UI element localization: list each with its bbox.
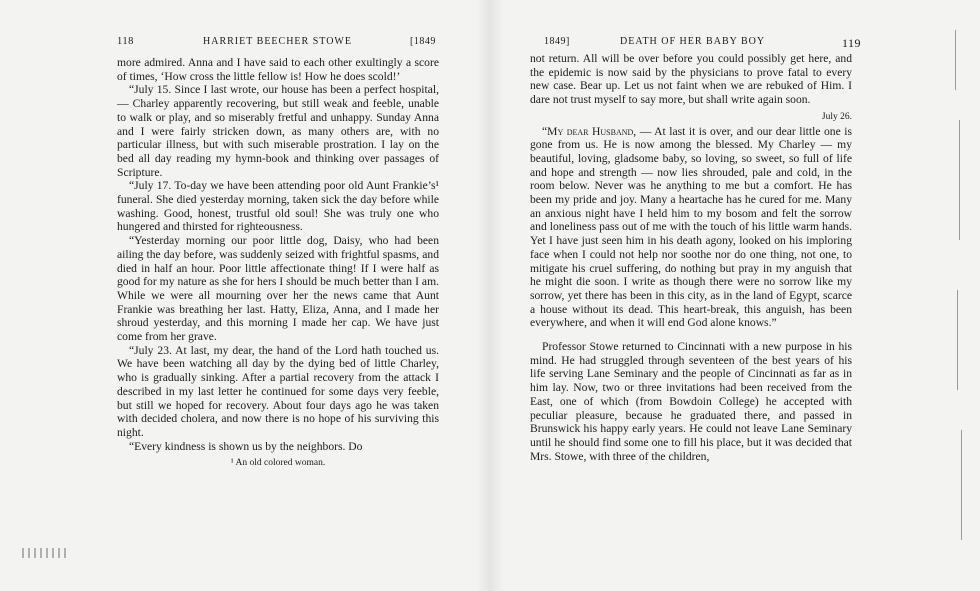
letter-paragraph [530,125,852,331]
scan-edge-mark [22,548,70,558]
left-running-head: HARRIET BEECHER STOWE [203,36,352,47]
right-page [490,0,980,591]
paragraph: “Every kindness is shown us by the neighbors. Do [129,439,363,453]
paragraph: “July 17. To-day we have been attending poor old Aunt Frankie’s¹ funeral. She died yesterday morning, taken sick the day before while washing. Good, honest, trustful old soul! She was truly one who hungered and thirsted for righteousness. [117,179,439,234]
letter-salutation: “My dear Husband, [542,124,637,138]
right-page-body [530,52,852,463]
paragraph: “July 23. At last, my dear, the hand of the Lord hath touched us. We have been watching all day by the dying bed of little Charley, who is gradually sinking. After a partial recovery from the attack I described in my last letter he continued for some days very feeble, but still we hoped for recovery. About four days ago he was taken with decided cholera, and now there is no hope of his surviving this night. [117,343,439,439]
right-page-number: 119 [842,36,862,50]
right-running-head: DEATH OF HER BABY BOY [620,36,766,47]
paragraph: Professor Stowe returned to Cincinnati with a new purpose in his mind. He had struggled through seventeen of the best years of his life serving Lane Seminary and the people of Cincinnati as far as in him lay. Now, two or three invitations had been received from the East, one of which (from Bowdoin College) he accepted with peculiar pleasure, because he graduated there, and passed in Brunswick his happy early years. He could not leave Lane Seminary until he should find some one to fill his place, but it was decided that Mrs. Stowe, with three of the children, [530,340,852,463]
left-page-body [117,56,439,471]
paragraph: not return. All will be over before you could possibly get here, and the epidemic is now said by the physicians to prove fatal to every new case. Bear up. Let us not faint when we are rebuked of Him. I dare not trust myself to say more, but shall write again soon. [530,52,852,107]
right-header-year: 1849] [544,36,570,47]
footnote: ¹ An old colored woman. [230,458,326,469]
letter-body: — At last it is over, and our dear little one is gone from us. He is now among the blessed. My Charley — my beautiful, loving, gladsome baby, so loving, so sweet, so full of life and hope and strength — now lies shrouded, pale and cold, in the room below. Never was he anything to me but a comfort. He has been my pride and joy. Many a heartache has he cured for me. Many an anxious night have I held him to my bosom and felt the sorrow and loneliness pass out of me with the touch of his little warm hands. Yet I have just seen him in his death agony, looked on his imploring face when I could not help nor soothe nor do one thing, not one, to mitigate his cruel suffering, do nothing but pray in my anguish that he might die soon. I write as though there were no sorrow like my sorrow, yet there has been in this city, as in the land of Egypt, scarce a house without its dead. This heart-break, this anguish, has been everywhere, and when it will end God alone knows.” [530,124,852,330]
page-edge-marks [955,30,975,560]
letter-date: July 26. [821,111,852,122]
left-header-year: [1849 [410,36,436,47]
paragraph: “July 15. Since I last wrote, our house has been a perfect hospital, — Charley apparently recovering, but still weak and feeble, unable to walk or play, and so miserably fretful and unhappy. Sunday Anna and I were fairly stricken down, as many others are, with no particular illness, but with such miserable prostration. I lay on the bed all day reading my hymn-book and thinking over passages of Scripture. [117,83,439,179]
paragraph: more admired. Anna and I have said to each other exultingly a score of times, ‘How cross the little fellow is! How he does scold!’ [117,56,439,83]
paragraph: “Yesterday morning our poor little dog, Daisy, who had been ailing the day before, was suddenly seized with frightful spasms, and died in half an hour. Poor little affectionate thing! If I were half as good for my nature as she for hers I should be much better than I am. While we were all mourning over her the news came that Aunt Frankie was breathing her last. Hatty, Eliza, Anna, and I made her shroud yesterday, and this morning I made her cap. We have just come from her grave. [117,234,439,344]
left-page-number: 118 [117,36,134,47]
